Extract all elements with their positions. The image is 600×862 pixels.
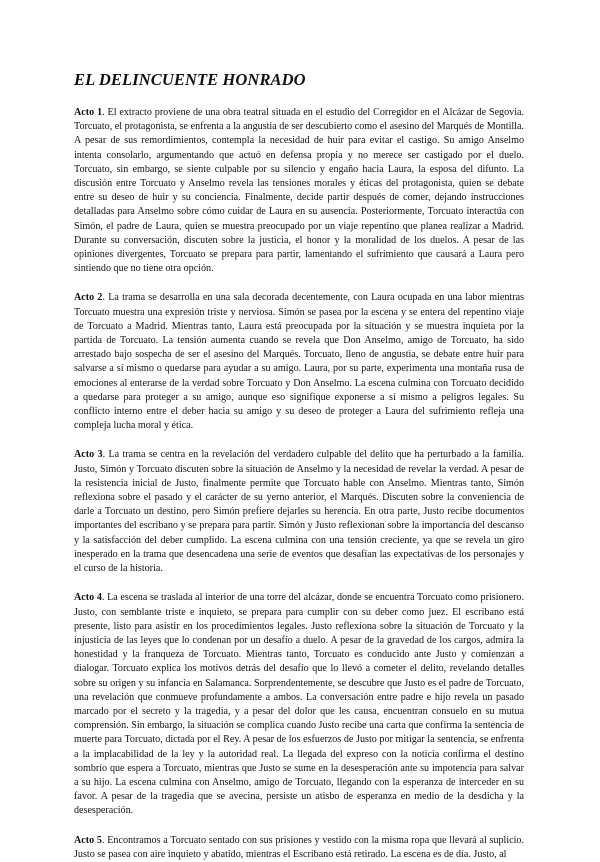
act-5-text: . Encontramos a Torcuato sentado con sus prisiones y vestido con la misma ropa que llevará al suplicio. Justo se pasea con aire inquieto y abatido, mientras el Escribano está retirado. La escena es de día. Justo, al (74, 834, 524, 860)
act-5-paragraph (74, 834, 524, 862)
act-4-text: . La escena se traslada al interior de una torre del alcázar, donde se encuentra Torcuato como prisionero. Justo, con semblante triste e inquieto, se prepara para cumplir con su deber como juez. El escribano está presente, listo para asistir en los procedimientos legales. Justo reflexiona sobre la situación de Torcuato y la injusticia de las leyes que lo condenan por un desafío a duelo. A pesar de la gravedad de los cargos, admira la honestidad y la franqueza de Torcuato. Mientras tanto, Torcuato es conducido ante Justo y comienzan a dialogar. Torcuato explica los motivos detrás del desafío que lo llevó a cometer el delito, revelando detalles sobre su origen y su infancia en Salamanca. Sorprendentemente, se descubre que Justo es el padre de Torcuato, una revelación que conmueve profundamente a ambos. La conversación entre padre e hijo revela un pasado marcado por el secreto y la tragedia, y a pesar del dolor que les causa, encuentran consuelo en su mutua comprensión. Sin embargo, la situación se complica cuando Justo recibe una carta que confirma la sentencia de muerte para Torcuato, dictada por el Rey. A pesar de los esfuerzos de Justo por mitigar la sentencia, se enfrenta a la implacabilidad de la ley y la autoridad real. La llegada del expreso con la noticia confirma el destino sombrío que espera a Torcuato, mientras que Justo se sume en la desesperación ante su impotencia para salvar a su hijo. La escena culmina con Anselmo, amigo de Torcuato, llegando con la esperanza de interceder en su favor. A pesar de la tragedia que se avecina, persiste un atisbo de esperanza en medio de la desdicha y la desesperación. (74, 592, 524, 817)
act-1-text: . El extracto proviene de una obra teatral situada en el estudio del Corregidor en el Alcázar de Segovia. Torcuato, el protagonista, se enfrenta a la angustia de ser descubierto como el asesino del Marqués de Montilla. A pesar de sus remordimientos, contempla la necesidad de huir para evitar el castigo. Su amigo Anselmo intenta consolarlo, argumentando que actuó en defensa propia y no merece ser castigado por el duelo. Torcuato, sin embargo, se siente culpable por su silencio y engaño hacia Laura, la esposa del difunto. La discusión entre Torcuato y Anselmo revela las tensiones morales y éticas del protagonista, quien se debate entre su deseo de huir y su conciencia. Finalmente, decide partir después de comer, dejando instrucciones detalladas para Anselmo sobre cómo cuidar de Laura en su ausencia. Posteriormente, Torcuato interactúa con Simón, el padre de Laura, quien se muestra preocupado por un viaje repentino que planea realizar a Madrid. Durante su conversación, discuten sobre la justicia, el honor y la moralidad de los duelos. A pesar de las opiniones divergentes, Torcuato se prepara para partir, lamentando el sufrimiento que causará a Laura pero sintiendo que no tiene otra opción. (74, 107, 524, 275)
act-1-paragraph (74, 106, 524, 276)
act-3-text: . La trama se centra en la revelación del verdadero culpable del delito que ha perturbado a la familia. Justo, Simón y Torcuato discuten sobre la situación de Anselmo y la necesidad de revelar la verdad. A pesar de la resistencia inicial de Justo, finalmente permite que Torcuato hable con Anselmo. Mientras tanto, Simón reflexiona sobre el pasado y el carácter de su yerno anterior, el Marqués. Discuten sobre la conveniencia de darle a Torcuato un destino, pero Simón prefiere dejarles su herencia. En otra parte, Justo recibe documentos importantes del escribano y se prepara para partir. Simón y Justo reflexionan sobre la importancia del descanso y la satisfacción del deber cumplido. La escena culmina con una tensión creciente, ya que se revela un giro inesperado en la trama que desencadena una serie de eventos que desafían las expectativas de los personajes y el curso de la historia. (74, 449, 525, 575)
act-2-label: Acto 2 (74, 292, 103, 304)
act-2-text: . La trama se desarrolla en una sala decorada decentemente, con Laura ocupada en una labor mientras Torcuato muestra una expresión triste y nerviosa. Simón se pasea por la escena y se entera del repentino viaje de Torcuato a Madrid. Mientras tanto, Laura está preocupada por la situación y se muestra inquieta por la partida de Torcuato. La tensión aumenta cuando se revela que Don Anselmo, amigo de Torcuato, ha sido arrestado bajo sospecha de ser el asesino del Marqués. Torcuato, lleno de angustia, se debate entre huir para salvarse a sí mismo o quedarse para ayudar a su amigo. Laura, por su parte, experimenta una montaña rusa de emociones al enterarse de la verdad sobre Torcuato y Don Anselmo. La escena culmina con Torcuato decidido a quedarse para proteger a su amigo, aunque eso signifique exponerse a sí mismo a peligros legales. Su conflicto interno entre el deber hacia su amigo y su deseo de proteger a Laura del sufrimiento refleja una compleja lucha moral y ética. (74, 292, 524, 432)
act-4-paragraph (74, 591, 524, 818)
act-2-paragraph (74, 291, 524, 433)
act-4-label: Acto 4 (74, 592, 102, 604)
act-1-label: Acto 1 (74, 107, 103, 118)
act-3-label: Acto 3 (74, 449, 103, 461)
act-3-paragraph (74, 448, 524, 576)
document-title: EL DELINCUENTE HONRADO (74, 70, 306, 89)
act-5-label: Acto 5 (74, 834, 102, 846)
